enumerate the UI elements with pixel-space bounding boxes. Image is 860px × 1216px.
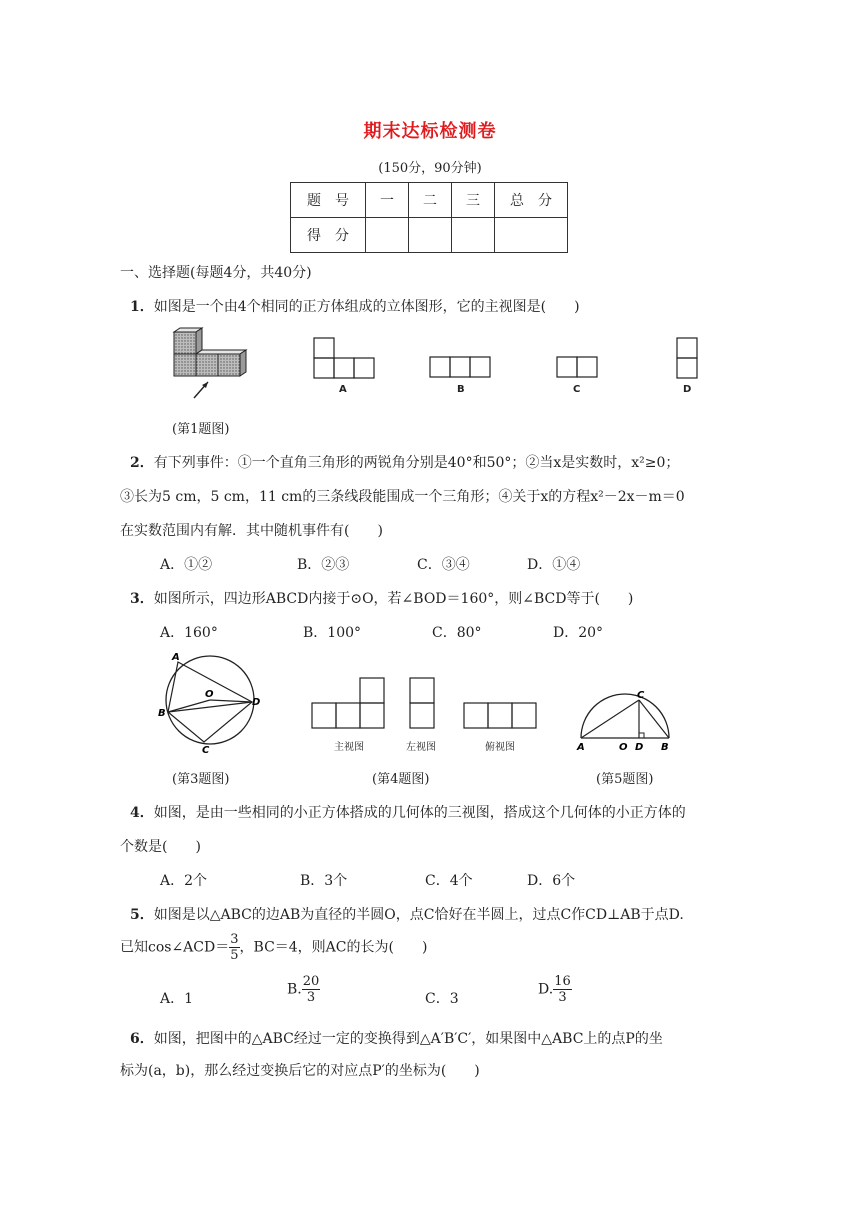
choice-letter: B. <box>287 981 302 998</box>
point-c-label: C <box>637 690 645 701</box>
denominator: 5 <box>230 948 239 963</box>
score-cell <box>452 218 495 253</box>
question-text: ③长为5 cm，5 cm，11 cm的三条线段能围成一个三角形；④关于x的方程x²－2x－m＝0 <box>120 489 685 505</box>
option-a-label: A <box>339 384 347 395</box>
option-b-label: B <box>457 384 465 395</box>
question-text: 如图，是由一些相同的小正方体搭成的几何体的三视图，搭成这个几何体的小正方体的 <box>153 805 686 821</box>
q3-circle-figure <box>160 650 270 755</box>
choice-b[interactable]: B．3个 <box>300 873 348 889</box>
point-a-label: A <box>577 742 585 753</box>
table-header-cell: 题 号 <box>291 183 366 218</box>
choice-c[interactable]: C．80° <box>432 625 482 641</box>
choice-a[interactable]: A．①② <box>160 557 213 573</box>
option-d-figure <box>677 338 699 380</box>
question-3 <box>130 588 633 608</box>
question-5 <box>130 904 684 924</box>
question-2 <box>130 452 679 472</box>
question-text: 如图是一个由4个相同的正方体组成的立体图形，它的主视图是( ) <box>153 299 580 315</box>
choice-b[interactable]: B．②③ <box>297 557 350 573</box>
choice-d[interactable]: D．①④ <box>527 557 581 573</box>
question-6 <box>130 1028 663 1048</box>
table-row-label: 得 分 <box>291 218 366 253</box>
figure-caption: (第3题图) <box>172 772 230 787</box>
table-header-cell: 一 <box>366 183 409 218</box>
question-number: 5． <box>130 907 154 923</box>
exam-info: (150分，90分钟) <box>378 161 482 176</box>
table-header-cell: 三 <box>452 183 495 218</box>
choice-c[interactable]: C．③④ <box>417 557 470 573</box>
q1-solid-figure <box>160 328 250 400</box>
question-text <box>120 932 427 963</box>
numerator: 20 <box>302 974 320 989</box>
numerator: 3 <box>230 932 239 947</box>
point-d-label: D <box>252 697 261 708</box>
score-cell <box>495 218 568 253</box>
choice-c[interactable]: C．4个 <box>425 873 473 889</box>
question-number: 3． <box>130 591 154 607</box>
point-o-label: O <box>205 689 214 700</box>
numerator: 16 <box>554 974 571 989</box>
left-view-label: 左视图 <box>406 742 436 753</box>
question-4 <box>130 802 686 822</box>
question-1 <box>130 296 580 316</box>
figure-caption: (第1题图) <box>172 422 230 437</box>
q5-semicircle-figure <box>575 688 675 752</box>
page-title: 期末达标检测卷 <box>363 121 497 142</box>
choice-d[interactable]: D．6个 <box>527 873 576 889</box>
point-c-label: C <box>202 745 210 756</box>
choice-d[interactable] <box>538 974 572 1005</box>
front-view-label: 主视图 <box>334 742 364 753</box>
table-header-cell: 总 分 <box>495 183 568 218</box>
question-text: 如图所示，四边形ABCD内接于⊙O，若∠BOD＝160°，则∠BCD等于( ) <box>153 591 634 607</box>
point-a-label: A <box>172 652 180 663</box>
point-b-label: B <box>158 708 166 719</box>
table-row <box>291 183 568 218</box>
choice-letter: D. <box>538 981 554 998</box>
table-header-cell: 二 <box>409 183 452 218</box>
point-d-label: D <box>635 742 644 753</box>
question-number: 1． <box>130 299 154 315</box>
front-view-figure <box>312 678 388 730</box>
table-row <box>291 218 568 253</box>
question-number: 4． <box>130 805 154 821</box>
score-cell <box>409 218 452 253</box>
point-b-label: B <box>661 742 669 753</box>
text-fragment: 已知cos∠ACD＝ <box>120 939 230 956</box>
top-view-figure <box>464 703 540 730</box>
option-b-figure <box>430 357 492 379</box>
figure-caption: (第4题图) <box>372 772 430 787</box>
top-view-label: 俯视图 <box>485 742 515 753</box>
option-a-figure <box>314 338 376 380</box>
choice-b[interactable]: B．100° <box>303 625 362 641</box>
question-text: 个数是( ) <box>120 839 201 855</box>
choice-a[interactable]: A．1 <box>160 991 194 1007</box>
text-fragment: ，BC＝4，则AC的长为( ) <box>239 939 428 956</box>
choice-c[interactable]: C．3 <box>425 991 459 1007</box>
figure-caption: (第5题图) <box>596 772 654 787</box>
question-text: 有下列事件：①一个直角三角形的两锐角分别是40°和50°；②当x是实数时，x²≥0； <box>153 455 680 471</box>
choice-d[interactable]: D．20° <box>553 625 604 641</box>
choice-b[interactable] <box>287 974 320 1005</box>
question-number: 6． <box>130 1031 154 1047</box>
fraction <box>553 974 572 1005</box>
denominator: 3 <box>558 990 567 1005</box>
option-c-figure <box>557 357 599 379</box>
fraction <box>302 974 321 1005</box>
question-text: 如图，把图中的△ABC经过一定的变换得到△A′B′C′，如果图中△ABC上的点P的坐 <box>153 1031 663 1047</box>
choice-a[interactable]: A．160° <box>160 625 218 641</box>
question-text: 如图是以△ABC的边AB为直径的半圆O，点C恰好在半圆上，过点C作CD⊥AB于点D. <box>153 907 684 923</box>
choice-a[interactable]: A．2个 <box>160 873 208 889</box>
question-number: 2． <box>130 455 154 471</box>
score-table <box>290 182 568 253</box>
option-c-label: C <box>573 384 581 395</box>
question-text: 标为(a，b)，那么经过变换后它的对应点P′的坐标为( ) <box>120 1063 480 1079</box>
point-o-label: O <box>619 742 628 753</box>
section-heading: 一、选择题(每题4分，共40分) <box>120 265 312 281</box>
left-view-figure <box>410 678 438 730</box>
option-d-label: D <box>683 384 692 395</box>
denominator: 3 <box>306 990 316 1005</box>
fraction <box>229 932 239 963</box>
score-cell <box>366 218 409 253</box>
question-text: 在实数范围内有解．其中随机事件有( ) <box>120 523 383 539</box>
